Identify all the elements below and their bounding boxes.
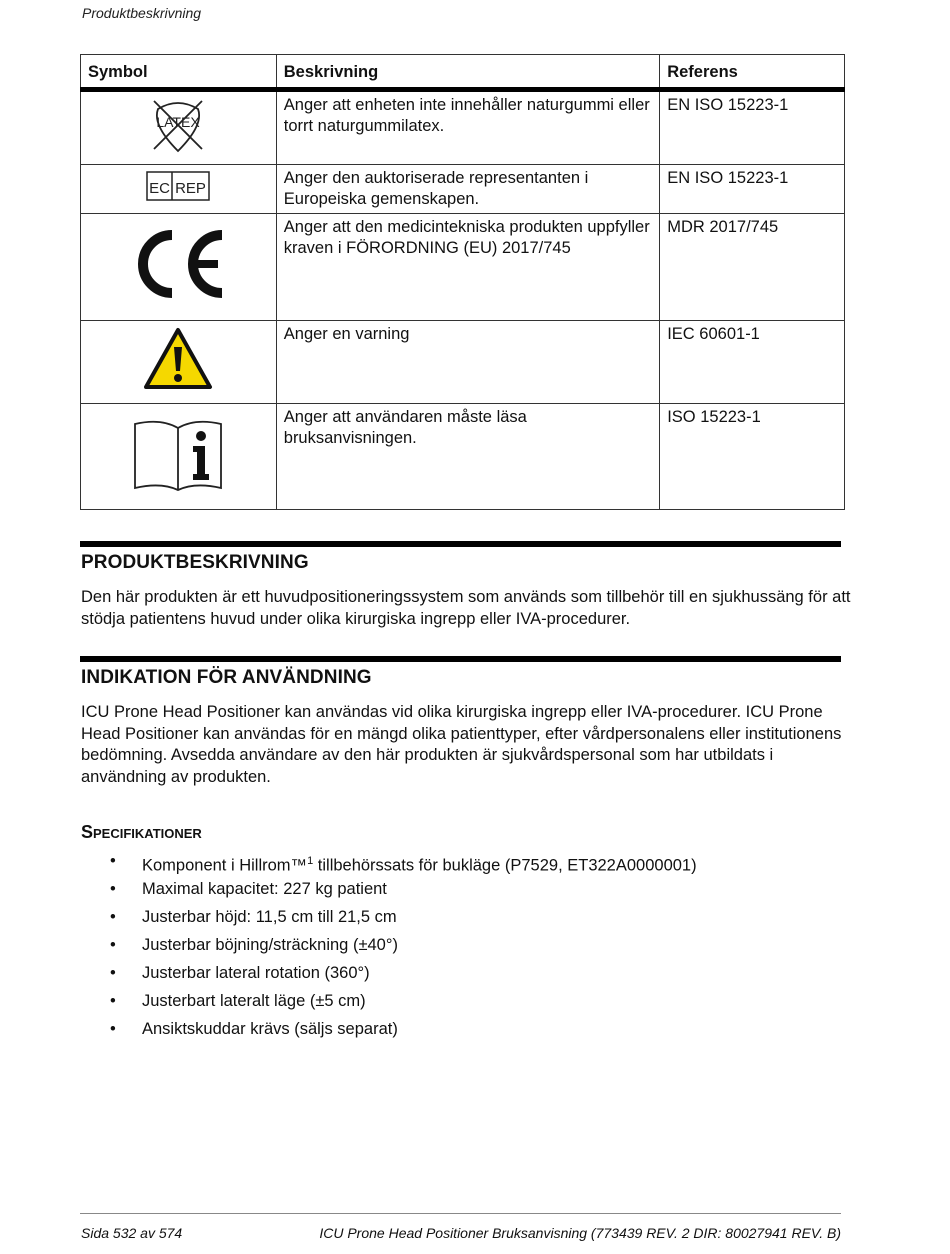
list-item (110, 989, 697, 1017)
spec-text: Komponent i Hillrom™ (142, 856, 308, 875)
bullet: • (110, 852, 116, 870)
symbol-cell (81, 404, 277, 510)
symbol-cell (81, 321, 277, 404)
list-item (110, 961, 697, 989)
specifications-list (110, 849, 697, 1045)
spec-text: Justerbar böjning/sträckning (±40°) (142, 936, 398, 954)
section-rule (80, 541, 841, 547)
spec-text: Ansiktskuddar krävs (säljs separat) (142, 1020, 398, 1038)
description-cell: Anger att den medicintekniska produkten uppfyller kraven i FÖRORDNING (EU) 2017/745 (276, 214, 659, 321)
footnote-marker: 1 (307, 855, 314, 867)
list-item (110, 933, 697, 961)
list-item (110, 877, 697, 905)
section-heading-indication: INDIKATION FÖR ANVÄNDNING (81, 667, 372, 688)
symbol-cell (81, 90, 277, 165)
header-symbol: Symbol (81, 55, 277, 90)
reference-cell: EN ISO 15223-1 (660, 165, 845, 214)
bullet: • (110, 1020, 116, 1038)
bullet: • (110, 880, 116, 898)
section-rule (80, 656, 841, 662)
reference-cell: MDR 2017/745 (660, 214, 845, 321)
table-row (81, 214, 845, 321)
spec-text: tillbehörssats för bukläge (P7529, ET322A0000001) (313, 856, 697, 875)
warning-icon (143, 327, 213, 391)
spec-text: Justerbart lateralt läge (±5 cm) (142, 992, 366, 1010)
product-description-text: Den här produkten är ett huvudpositioneringssystem som används som tillbehör till en sjukhussäng för att stödja patientens huvud under olika kirurgiska ingrepp eller IVA-procedurer. (81, 588, 851, 628)
table-row (81, 404, 845, 510)
ce-mark-icon (130, 229, 226, 299)
bullet: • (110, 992, 116, 1010)
svg-text:EC: EC (149, 180, 171, 197)
reference-cell: ISO 15223-1 (660, 404, 845, 510)
symbol-cell (81, 214, 277, 321)
table-header-row (81, 55, 845, 90)
symbol-table (80, 54, 845, 510)
header-reference: Referens (660, 55, 845, 90)
table-row (81, 165, 845, 214)
page-number: Sida 532 av 574 (81, 1225, 183, 1241)
section-heading-product-description: PRODUKTBESKRIVNING (81, 552, 309, 573)
reference-cell: EN ISO 15223-1 (660, 90, 845, 165)
indication-text: ICU Prone Head Positioner kan användas vid olika kirurgiska ingrepp eller IVA-procedurer. ICU Prone Head Positioner kan användas för en mängd olika patienttyper, efter vårdpersonalens eller institutionens bedömning. Avsedda användare av den här produkten är sjukvårdspersonal som har utbildats i användning av produkten. (81, 703, 842, 786)
specifications-heading: Specifikationer (81, 822, 202, 842)
table-row (81, 321, 845, 404)
bullet: • (110, 964, 116, 982)
svg-text:LATEX: LATEX (156, 114, 201, 130)
ec-rep-icon (146, 170, 210, 202)
bullet: • (110, 936, 116, 954)
svg-text:REP: REP (175, 180, 207, 197)
latex-free-icon (146, 95, 210, 155)
spec-text: Justerbar lateral rotation (360°) (142, 964, 370, 982)
description-cell: Anger en varning (276, 321, 659, 404)
reference-cell: IEC 60601-1 (660, 321, 845, 404)
spec-text: Maximal kapacitet: 227 kg patient (142, 880, 387, 898)
symbol-cell (81, 165, 277, 214)
list-item (110, 849, 697, 877)
spec-text: Justerbar höjd: 11,5 cm till 21,5 cm (142, 908, 397, 926)
list-item (110, 1017, 697, 1045)
list-item (110, 905, 697, 933)
footer-rule (80, 1213, 841, 1214)
header-description: Beskrivning (276, 55, 659, 90)
instructions-book-icon (131, 416, 225, 492)
bullet: • (110, 908, 116, 926)
document-reference: ICU Prone Head Positioner Bruksanvisning (773439 REV. 2 DIR: 80027941 REV. B) (319, 1225, 841, 1241)
description-cell: Anger att användaren måste läsa bruksanvisningen. (276, 404, 659, 510)
description-cell: Anger att enheten inte innehåller naturgummi eller torrt naturgummilatex. (276, 90, 659, 165)
running-head: Produktbeskrivning (82, 5, 202, 21)
description-cell: Anger den auktoriserade representanten i Europeiska gemenskapen. (276, 165, 659, 214)
table-row (81, 90, 845, 165)
